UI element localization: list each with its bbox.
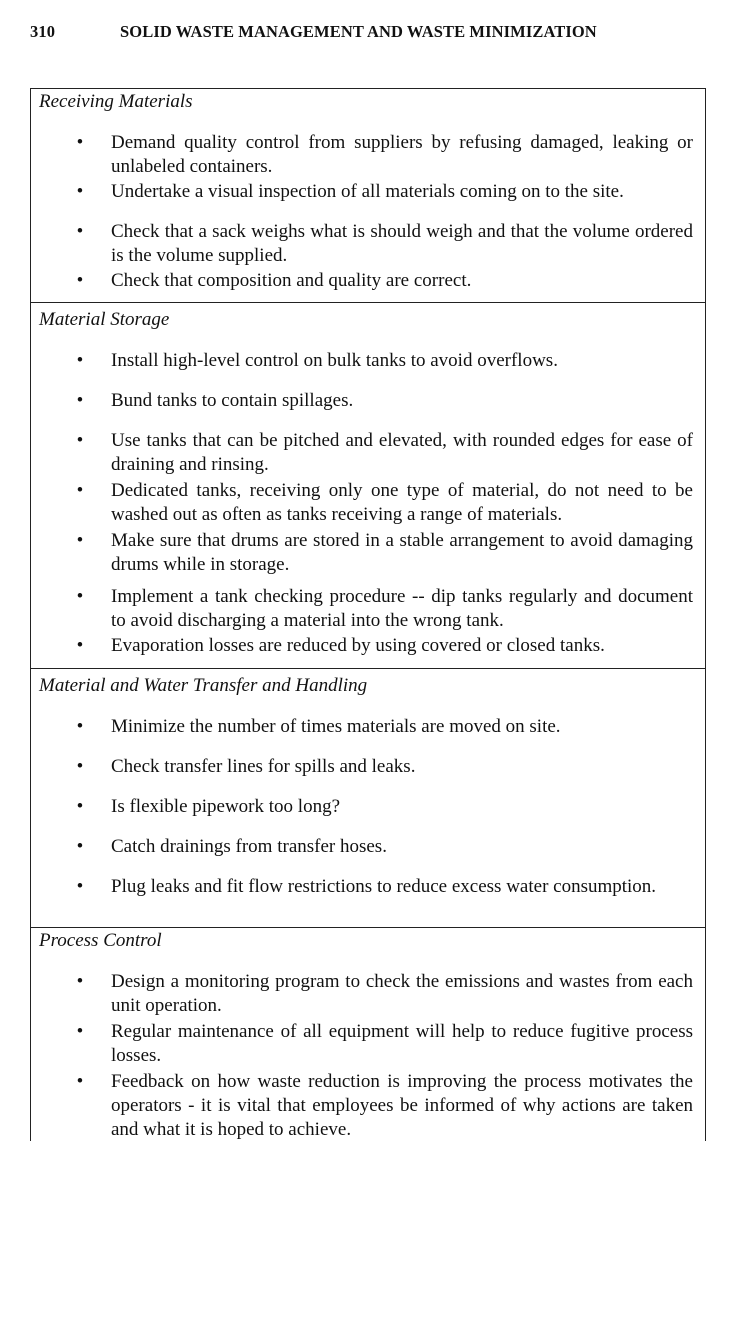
section-process-control: [31, 928, 705, 1142]
guidelines-box-1: [30, 88, 706, 928]
bullet-icon: •: [76, 716, 84, 737]
bullet-icon: •: [76, 181, 84, 202]
list-item: [31, 429, 705, 477]
bullet-icon: •: [76, 635, 84, 656]
bullet-icon: •: [76, 586, 84, 607]
list-item-text: Evaporation losses are reduced by using covered or closed tanks.: [111, 635, 605, 656]
page-number: 310: [30, 22, 56, 41]
list-item-text: Regular maintenance of all equipment will help to reduce fugitive process losses.: [111, 1021, 693, 1066]
bullet-icon: •: [76, 530, 84, 551]
list-item: [31, 269, 705, 293]
list-item: [31, 389, 705, 413]
section-heading: Receiving Materials: [39, 91, 193, 112]
bullet-icon: •: [76, 270, 84, 291]
list-item: [31, 715, 705, 739]
section-heading: Material Storage: [39, 309, 170, 330]
section-heading: Material and Water Transfer and Handling: [39, 675, 368, 696]
list-item: [31, 349, 705, 373]
guidelines-box-2: [30, 927, 706, 1141]
bullet-icon: •: [76, 132, 84, 153]
list-item: [31, 755, 705, 779]
list-item-text: Demand quality control from suppliers by refusing damaged, leaking or unlabeled containers.: [111, 132, 693, 177]
list-item: [31, 875, 705, 899]
bullet-icon: •: [76, 1071, 84, 1092]
bullet-icon: •: [76, 221, 84, 242]
list-item-text: Is flexible pipework too long?: [111, 796, 341, 817]
bullet-list: [31, 131, 705, 293]
list-item-text: Check transfer lines for spills and leaks.: [111, 756, 416, 777]
bullet-list: [31, 349, 705, 658]
section-material-storage: [31, 303, 705, 658]
list-item-text: Use tanks that can be pitched and elevated, with rounded edges for ease of draining and rinsing.: [111, 430, 693, 475]
bullet-list: [31, 970, 705, 1142]
list-item-text: Check that a sack weighs what is should weigh and that the volume ordered is the volume supplied.: [111, 221, 693, 266]
bullet-icon: •: [76, 350, 84, 371]
list-item-text: Design a monitoring program to check the emissions and wastes from each unit operation.: [111, 971, 693, 1016]
list-item: [31, 479, 705, 527]
bullet-icon: •: [76, 480, 84, 501]
list-item-text: Check that composition and quality are correct.: [111, 270, 472, 291]
list-item: [31, 634, 705, 658]
list-item-text: Install high-level control on bulk tanks to avoid overflows.: [111, 350, 558, 371]
list-item: [31, 529, 705, 577]
list-item: [31, 835, 705, 859]
section-heading: Process Control: [39, 930, 162, 951]
bullet-icon: •: [76, 876, 84, 897]
running-title: SOLID WASTE MANAGEMENT AND WASTE MINIMIZATION: [120, 22, 597, 41]
list-item: [31, 131, 705, 179]
bullet-icon: •: [76, 836, 84, 857]
list-item-text: Bund tanks to contain spillages.: [111, 390, 354, 411]
list-item-text: Feedback on how waste reduction is improving the process motivates the operators - it is vital that employees be informed of why actions are taken and what it is hoped to achieve.: [111, 1071, 693, 1140]
list-item-text: Plug leaks and fit flow restrictions to reduce excess water consumption.: [111, 876, 657, 897]
section-receiving-materials: [31, 89, 705, 293]
list-item-text: Make sure that drums are stored in a stable arrangement to avoid damaging drums while in storage.: [111, 530, 693, 575]
bullet-icon: •: [76, 756, 84, 777]
list-item: [31, 180, 705, 204]
list-item: [31, 220, 705, 268]
section-material-water-transfer: [31, 669, 705, 899]
list-item-text: Minimize the number of times materials are moved on site.: [111, 716, 561, 737]
bullet-icon: •: [76, 796, 84, 817]
list-item-text: Implement a tank checking procedure -- dip tanks regularly and document to avoid discharging a material into the wrong tank.: [111, 586, 693, 631]
bullet-icon: •: [76, 430, 84, 451]
bullet-icon: •: [76, 971, 84, 992]
list-item: [31, 970, 705, 1018]
bullet-list: [31, 715, 705, 899]
list-item: [31, 585, 705, 633]
list-item: [31, 795, 705, 819]
list-item-text: Dedicated tanks, receiving only one type of material, do not need to be washed out as often as tanks receiving a range of materials.: [111, 480, 693, 525]
list-item-text: Undertake a visual inspection of all materials coming on to the site.: [111, 181, 624, 202]
list-item-text: Catch drainings from transfer hoses.: [111, 836, 387, 857]
bullet-icon: •: [76, 1021, 84, 1042]
bullet-icon: •: [76, 390, 84, 411]
list-item: [31, 1070, 705, 1142]
list-item: [31, 1020, 705, 1068]
